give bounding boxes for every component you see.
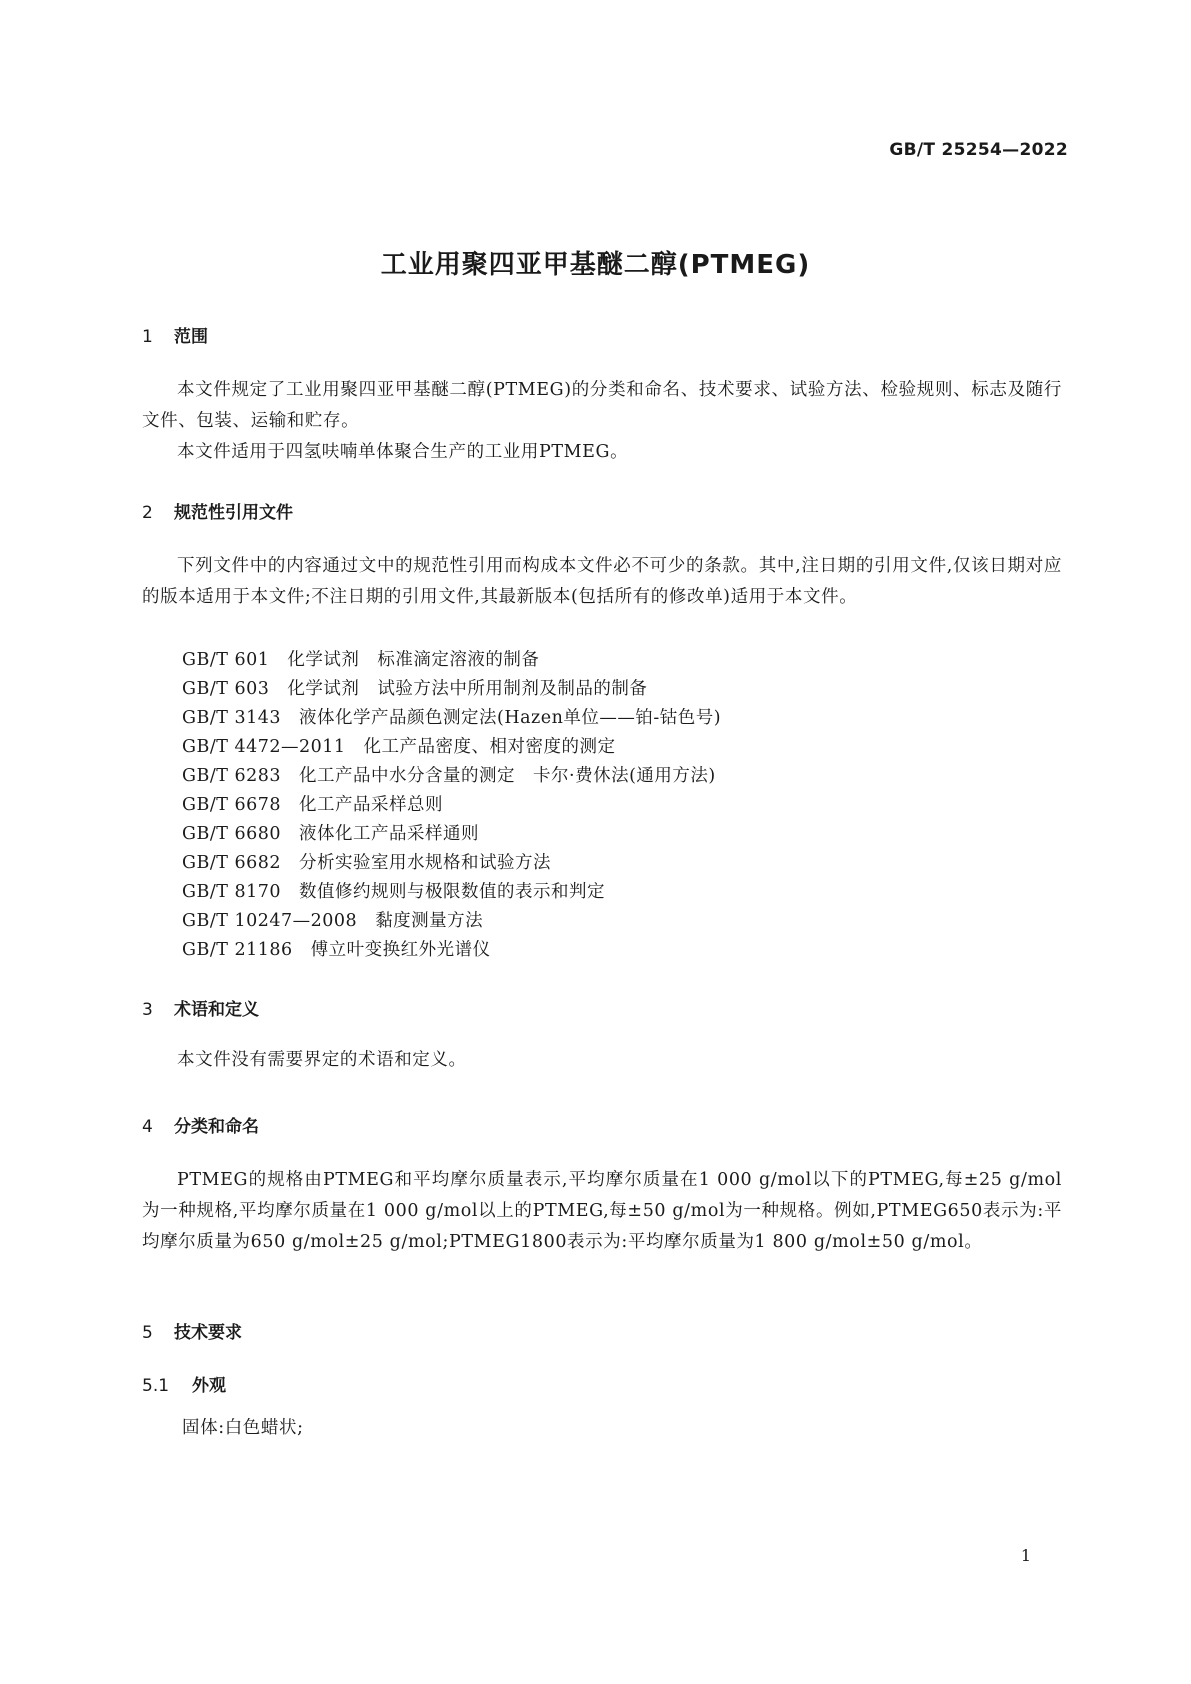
section-number: 2	[142, 503, 153, 523]
section-title: 范围	[174, 327, 208, 347]
section-title: 规范性引用文件	[174, 503, 293, 523]
reference-code: GB/T 10247—2008	[182, 911, 358, 931]
section-title: 分类和命名	[174, 1117, 259, 1137]
reference-code: GB/T 6680	[182, 824, 282, 844]
reference-item	[182, 907, 483, 932]
reference-title: 数值修约规则与极限数值的表示和判定	[299, 882, 606, 902]
reference-item	[182, 820, 479, 845]
reference-item	[182, 704, 721, 729]
reference-code: GB/T 21186	[182, 940, 293, 960]
reference-code: GB/T 601	[182, 650, 270, 670]
section-1-paragraph-2: 本文件适用于四氢呋喃单体聚合生产的工业用PTMEG。	[177, 442, 629, 462]
section-2-heading	[142, 498, 293, 523]
reference-item	[182, 849, 551, 874]
section-3-paragraph-1: 本文件没有需要界定的术语和定义。	[177, 1050, 467, 1070]
reference-title: 化学试剂 标准滴定溶液的制备	[287, 650, 540, 670]
reference-item	[182, 675, 647, 700]
reference-title: 黏度测量方法	[375, 911, 484, 931]
section-title: 术语和定义	[174, 1000, 259, 1020]
section-number: 1	[142, 327, 153, 347]
reference-code: GB/T 6283	[182, 766, 282, 786]
reference-code: GB/T 6678	[182, 795, 282, 815]
reference-code: GB/T 8170	[182, 882, 282, 902]
reference-code: GB/T 4472—2011	[182, 737, 346, 757]
reference-title: 化工产品密度、相对密度的测定	[363, 737, 616, 757]
reference-item	[182, 791, 443, 816]
section-5-1-heading	[142, 1371, 226, 1396]
section-4-paragraph-1: PTMEG的规格由PTMEG和平均摩尔质量表示,平均摩尔质量在1 000 g/mol以下的PTMEG,每±25 g/mol为一种规格,平均摩尔质量在1 000 g/mol以上的PTMEG,每±50 g/mol为一种规格。例如,PTMEG650表示为:平均摩尔质量为650 g/mol±25 g/mol;PTMEG1800表示为:平均摩尔质量为1 800 g/mol±50 g/mol。	[142, 1170, 1062, 1252]
page-number: 1	[1020, 1546, 1031, 1565]
section-5-heading	[142, 1318, 242, 1343]
reference-title: 化学试剂 试验方法中所用制剂及制品的制备	[287, 679, 648, 699]
reference-code: GB/T 6682	[182, 853, 282, 873]
document-number: GB/T 25254—2022	[889, 140, 1068, 160]
reference-title: 化工产品中水分含量的测定 卡尔·费休法(通用方法)	[299, 766, 716, 786]
reference-code: GB/T 3143	[182, 708, 282, 728]
reference-title: 分析实验室用水规格和试验方法	[299, 853, 552, 873]
section-3-heading	[142, 995, 259, 1020]
reference-item	[182, 936, 491, 961]
section-2-paragraph-1: 下列文件中的内容通过文中的规范性引用而构成本文件必不可少的条款。其中,注日期的引用文件,仅该日期对应的版本适用于本文件;不注日期的引用文件,其最新版本(包括所有的修改单)适用于本文件。	[142, 556, 1062, 607]
reference-title: 傅立叶变换红外光谱仪	[310, 940, 491, 960]
subsection-number: 5.1	[142, 1376, 170, 1396]
section-number: 3	[142, 1000, 153, 1020]
section-title: 技术要求	[174, 1323, 242, 1343]
section-number: 5	[142, 1323, 153, 1343]
reference-item	[182, 762, 716, 787]
section-1-paragraph-1: 本文件规定了工业用聚四亚甲基醚二醇(PTMEG)的分类和命名、技术要求、试验方法、检验规则、标志及随行文件、包装、运输和贮存。	[142, 380, 1062, 431]
reference-title: 化工产品采样总则	[299, 795, 444, 815]
subsection-title: 外观	[192, 1376, 226, 1396]
reference-code: GB/T 603	[182, 679, 270, 699]
reference-title: 液体化学产品颜色测定法(Hazen单位——铂-钴色号)	[299, 708, 722, 728]
section-4-heading	[142, 1112, 259, 1137]
appearance-text: 固体:白色蜡状;	[182, 1418, 304, 1438]
reference-title: 液体化工产品采样通则	[299, 824, 480, 844]
reference-item	[182, 646, 539, 671]
document-title: 工业用聚四亚甲基醚二醇(PTMEG)	[380, 250, 811, 280]
section-number: 4	[142, 1117, 153, 1137]
section-1-heading	[142, 322, 208, 347]
reference-item	[182, 878, 605, 903]
reference-item	[182, 733, 616, 758]
